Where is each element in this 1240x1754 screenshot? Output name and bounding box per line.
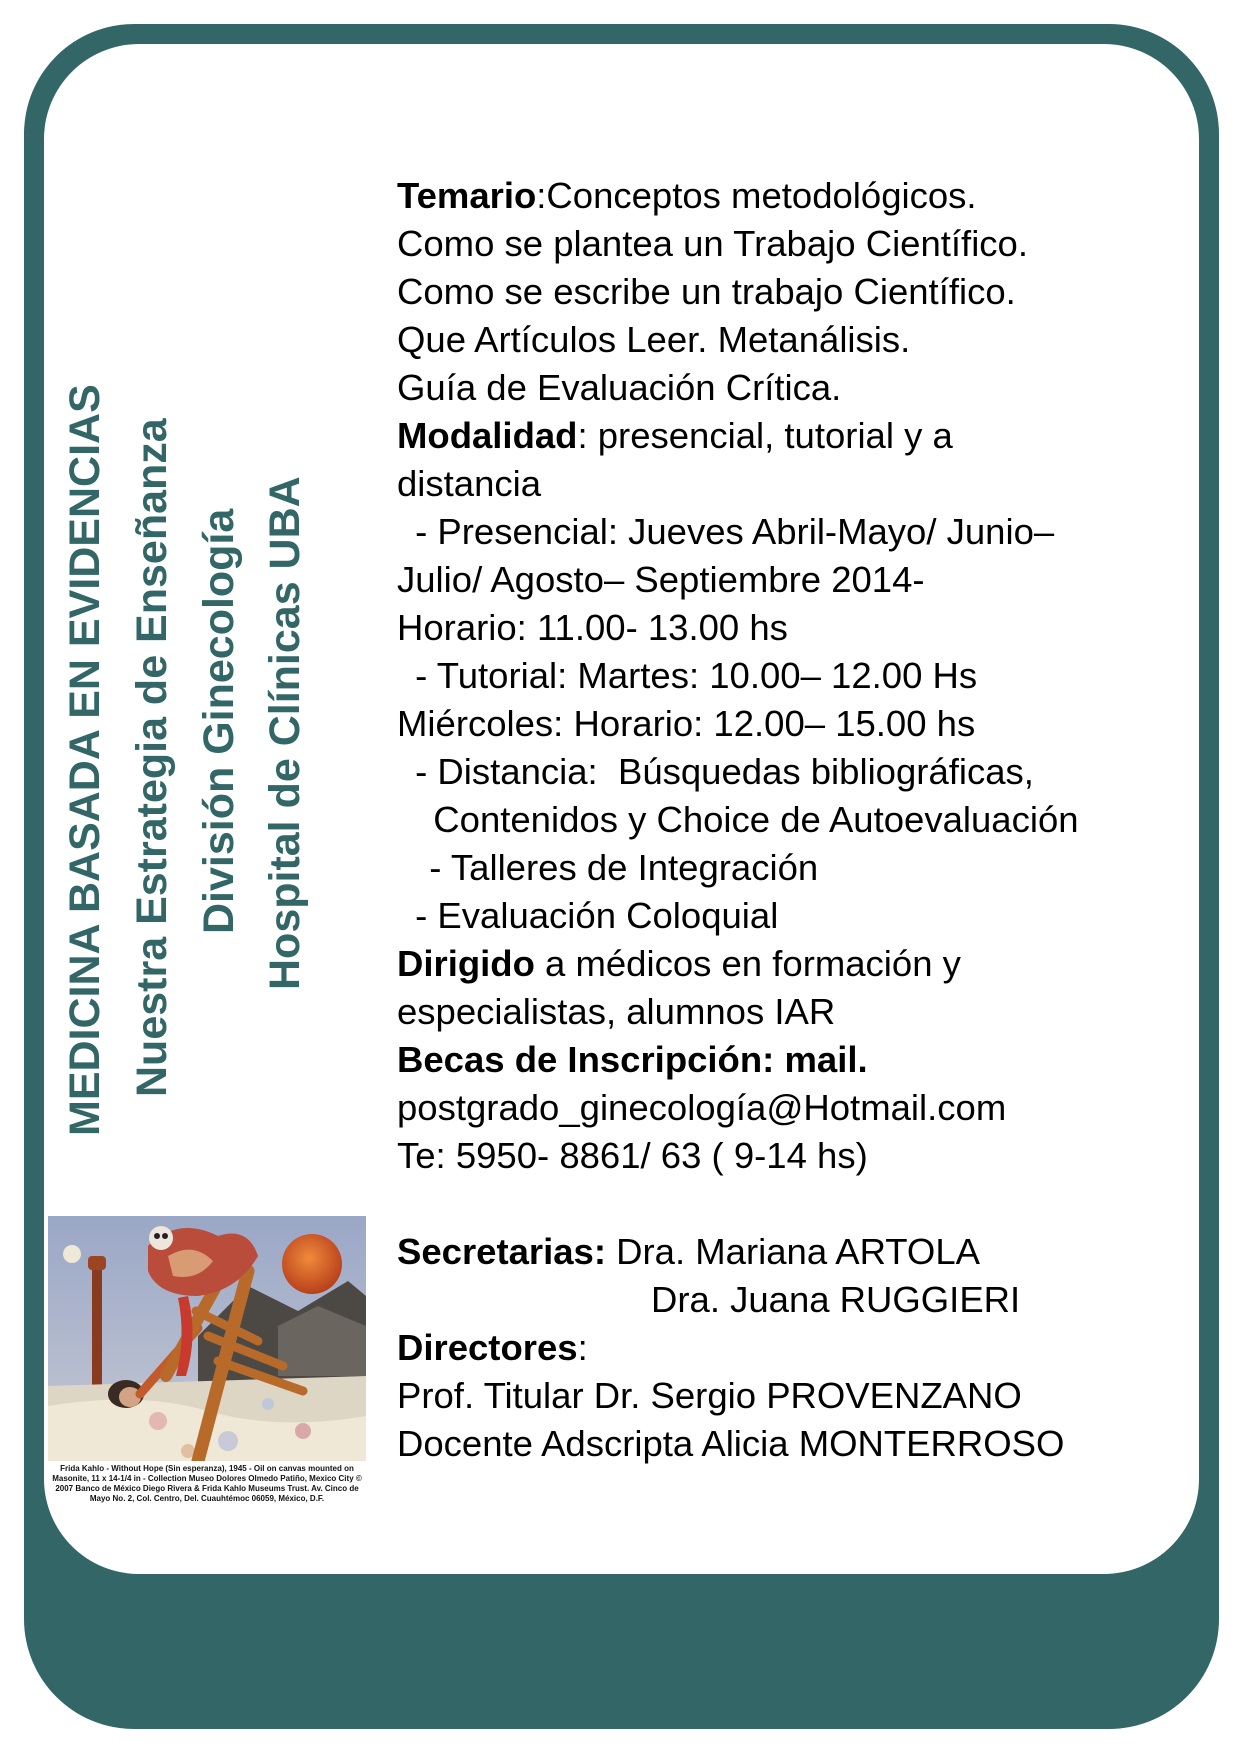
- contact-phone: Te: 5950- 8861/ 63 ( 9-14 hs): [397, 1135, 868, 1176]
- secretaria-1: Dra. Mariana ARTOLA: [606, 1231, 980, 1272]
- becas-label-line: [397, 1036, 1187, 1084]
- modalidad-item: - Talleres de Integración: [409, 847, 819, 888]
- modalidad-item: - Distancia: Búsquedas bibliográficas,: [405, 751, 1034, 792]
- secretarias-label: Secretarias:: [397, 1231, 607, 1272]
- directores-colon: :: [577, 1327, 588, 1368]
- title-hospital: Hospital de Clínicas UBA: [261, 476, 309, 990]
- secretaria-2: Dra. Juana RUGGIERI: [651, 1279, 1021, 1320]
- dirigido-first: a médicos en formación y: [534, 943, 961, 984]
- becas-label: Becas de Inscripción: mail.: [397, 1039, 868, 1080]
- temario-item: Como se plantea un Trabajo Científico.: [397, 223, 1028, 264]
- modalidad-item: Julio/ Agosto– Septiembre 2014-: [397, 559, 925, 600]
- temario-item: Que Artículos Leer. Metanálisis.: [397, 319, 911, 360]
- title-estrategia: Nuestra Estrategia de Enseñanza: [128, 418, 176, 1097]
- temario-item: Guía de Evaluación Crítica.: [397, 367, 842, 408]
- temario-first: :Conceptos metodológicos.: [536, 175, 977, 216]
- modalidad-item: - Presencial: Jueves Abril-Mayo/ Junio–: [405, 511, 1055, 552]
- modalidad-item: Horario: 11.00- 13.00 hs: [397, 607, 788, 648]
- director-2: Docente Adscripta Alicia MONTERROSO: [397, 1423, 1065, 1464]
- modalidad-item: - Evaluación Coloquial: [405, 895, 779, 936]
- dirigido-line2: especialistas, alumnos IAR: [397, 991, 836, 1032]
- dirigido-line: [397, 940, 1187, 988]
- frida-kahlo-artwork: [48, 1216, 366, 1461]
- contact-email: postgrado_ginecología@Hotmail.com: [397, 1087, 1007, 1128]
- info-block: [397, 172, 1187, 1468]
- title-medicina-basada: MEDICINA BASADA EN EVIDENCIAS: [61, 384, 109, 1136]
- title-division: División Ginecología: [195, 508, 243, 934]
- modalidad-item: Miércoles: Horario: 12.00– 15.00 hs: [397, 703, 976, 744]
- temario-label: Temario: [397, 175, 537, 216]
- temario-item: Como se escribe un trabajo Científico.: [397, 271, 1016, 312]
- modalidad-item: distancia: [397, 463, 542, 504]
- directores-label: Directores: [397, 1327, 578, 1368]
- modalidad-label: Modalidad: [397, 415, 578, 456]
- director-1: Prof. Titular Dr. Sergio PROVENZANO: [397, 1375, 1022, 1416]
- artwork-caption: Frida Kahlo - Without Hope (Sin esperanza), 1945 - Oil on canvas mounted on Masonite, 11 x 14-1/4 in - Collection Museo Dolores Olmedo Patiño, Mexico City © 2007 Banco de México Diego Rivera & Frida Kahlo Museums Trust. Av. Cinco de Mayo No. 2, Col. Centro, Del. Cuauhtémoc 06059, México, D.F.: [52, 1464, 362, 1503]
- modalidad-line: [397, 412, 1187, 460]
- dirigido-label: Dirigido: [397, 943, 535, 984]
- temario-line: [397, 172, 1187, 220]
- modalidad-first: : presencial, tutorial y a: [577, 415, 953, 456]
- modalidad-item: - Tutorial: Martes: 10.00– 12.00 Hs: [405, 655, 978, 696]
- secretarias-line: [397, 1228, 1187, 1276]
- directores-line: [397, 1324, 1187, 1372]
- modalidad-item: Contenidos y Choice de Autoevaluación: [413, 799, 1079, 840]
